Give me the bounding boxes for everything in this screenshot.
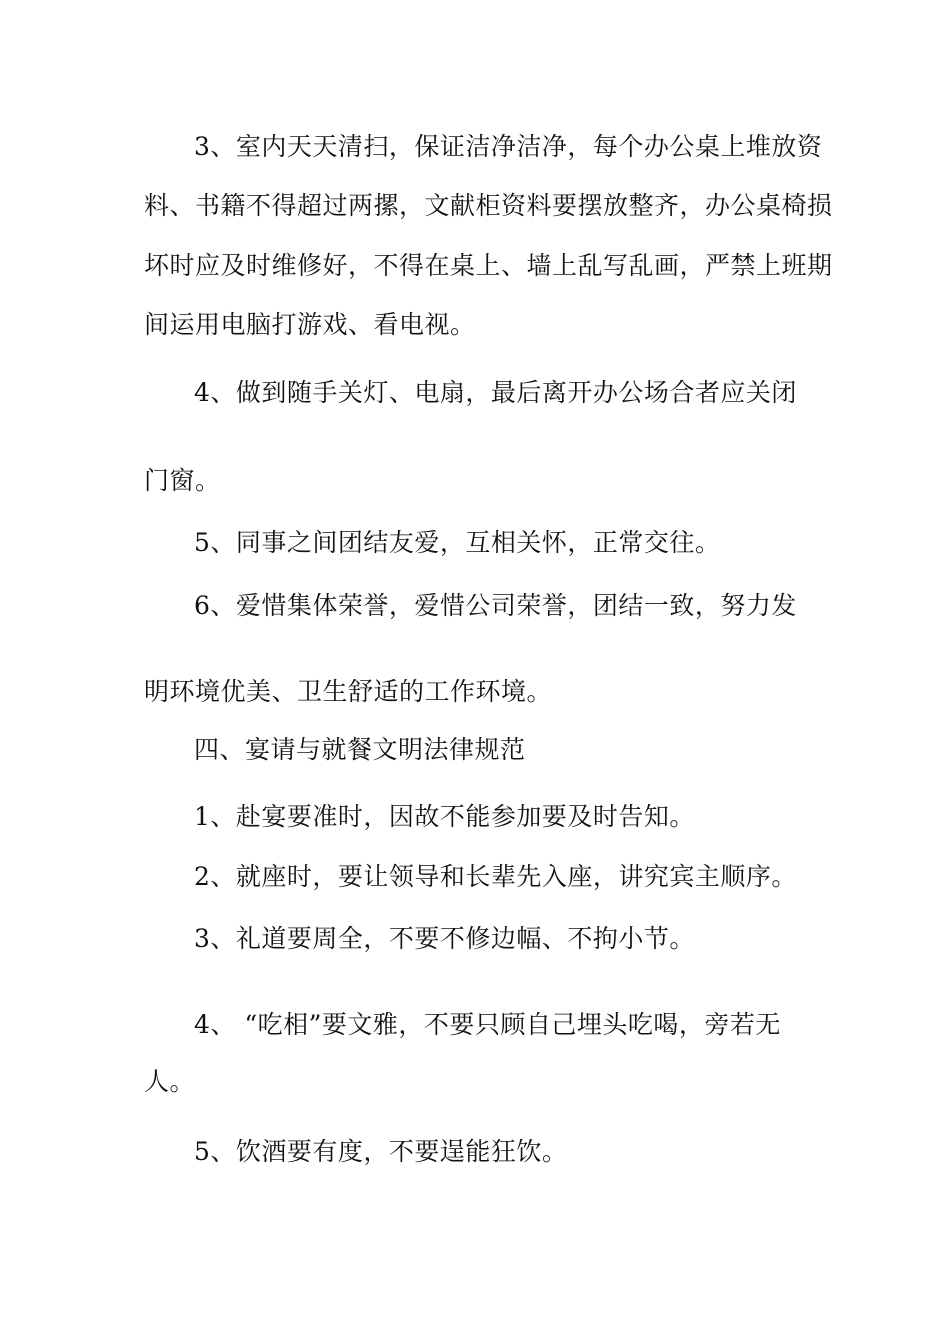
- paragraph-line: 5、饮酒要有度，不要逞能狂饮。: [194, 1137, 568, 1166]
- paragraph-line: 明环境优美、卫生舒适的工作环境。: [144, 677, 553, 706]
- paragraph-line: 人。: [144, 1067, 196, 1096]
- paragraph-line: 3、室内天天清扫，保证洁净洁净，每个办公桌上堆放资: [194, 132, 823, 161]
- paragraph-line: 6、爱惜集体荣誉，爱惜公司荣誉，团结一致，努力发: [194, 591, 797, 620]
- paragraph-line: 坏时应及时维修好，不得在桌上、墙上乱写乱画，严禁上班期: [144, 251, 833, 280]
- paragraph-line: 4、做到随手关灯、电扇，最后离开办公场合者应关闭: [194, 378, 797, 407]
- paragraph-line: 料、书籍不得超过两摞，文献柜资料要摆放整齐，办公桌椅损: [144, 191, 833, 220]
- paragraph-line: 4、 “吃相”要文雅，不要只顾自己埋头吃喝，旁若无: [194, 1010, 781, 1039]
- section-heading: 四、宴请与就餐文明法律规范: [194, 735, 526, 764]
- paragraph-line: 5、同事之间团结友爱，互相关怀，正常交往。: [194, 528, 721, 557]
- paragraph-line: 2、就座时，要让领导和长辈先入座，讲究宾主顺序。: [194, 862, 797, 891]
- paragraph-line: 3、礼道要周全，不要不修边幅、不拘小节。: [194, 924, 695, 953]
- paragraph-line: 间运用电脑打游戏、看电视。: [144, 310, 476, 339]
- paragraph-line: 门窗。: [144, 466, 221, 495]
- paragraph-line: 1、赴宴要准时，因故不能参加要及时告知。: [194, 802, 695, 831]
